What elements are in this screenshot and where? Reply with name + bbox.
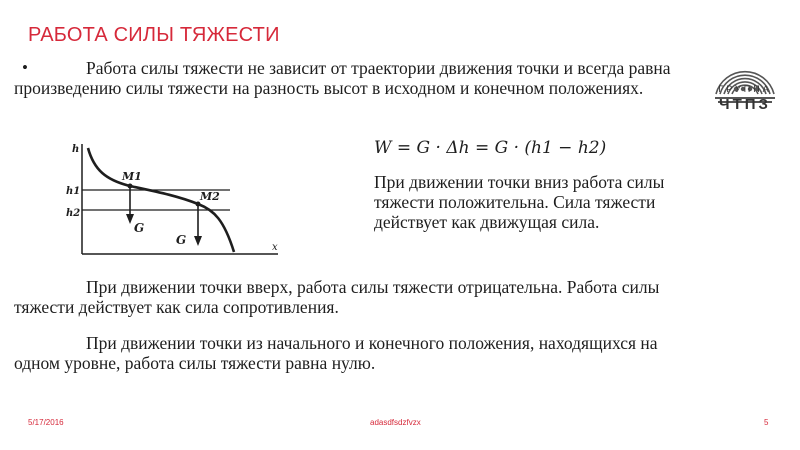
axis-label-h: h bbox=[72, 144, 80, 155]
paragraph-text: Работа силы тяжести не зависит от траектории движения точки и всегда равна произведению силы тяжести на разность высот в исходном и конечном положениях. bbox=[14, 58, 671, 98]
paragraph-upward bbox=[14, 277, 704, 317]
trajectory-diagram bbox=[58, 140, 290, 260]
axis-label-x: x bbox=[272, 242, 278, 253]
paragraph-text: При движении точки из начального и конечного положения, находящихся на одном уровне, работа силы тяжести равна нулю. bbox=[14, 333, 658, 373]
paragraph-downward: При движении точки вниз работа силы тяжести положительна. Сила тяжести действует как движущая сила. bbox=[374, 172, 665, 232]
work-formula: W = G · Δh = G · (h1 − h2) bbox=[374, 138, 607, 158]
paragraph-independence bbox=[14, 58, 704, 98]
force-label-1: G bbox=[134, 221, 145, 235]
page-number: 5 bbox=[764, 418, 769, 427]
point-label-m1: M1 bbox=[122, 170, 142, 183]
footer-date: 5/17/2016 bbox=[28, 418, 64, 427]
level-label-h1: h1 bbox=[66, 186, 81, 197]
point-m1 bbox=[128, 184, 133, 189]
level-label-h2: h2 bbox=[66, 208, 81, 219]
footer-text: adasdfsdzfvzx bbox=[370, 418, 421, 427]
force-arrow-2 bbox=[194, 236, 202, 246]
force-label-2: G bbox=[176, 233, 187, 247]
paragraph-text: При движении точки вверх, работа силы тяжести отрицательна. Работа силы тяжести действует как сила сопротивления. bbox=[14, 277, 660, 317]
logo-text-group: ГРУППА bbox=[718, 84, 772, 94]
bullet: • bbox=[22, 58, 28, 77]
force-arrow-1 bbox=[126, 214, 134, 224]
logo-text-name: ЧТПЗ bbox=[719, 96, 771, 113]
slide-title: РАБОТА СИЛЫ ТЯЖЕСТИ bbox=[28, 24, 280, 46]
paragraph-same-level bbox=[14, 333, 704, 373]
point-label-m2: M2 bbox=[200, 190, 220, 203]
